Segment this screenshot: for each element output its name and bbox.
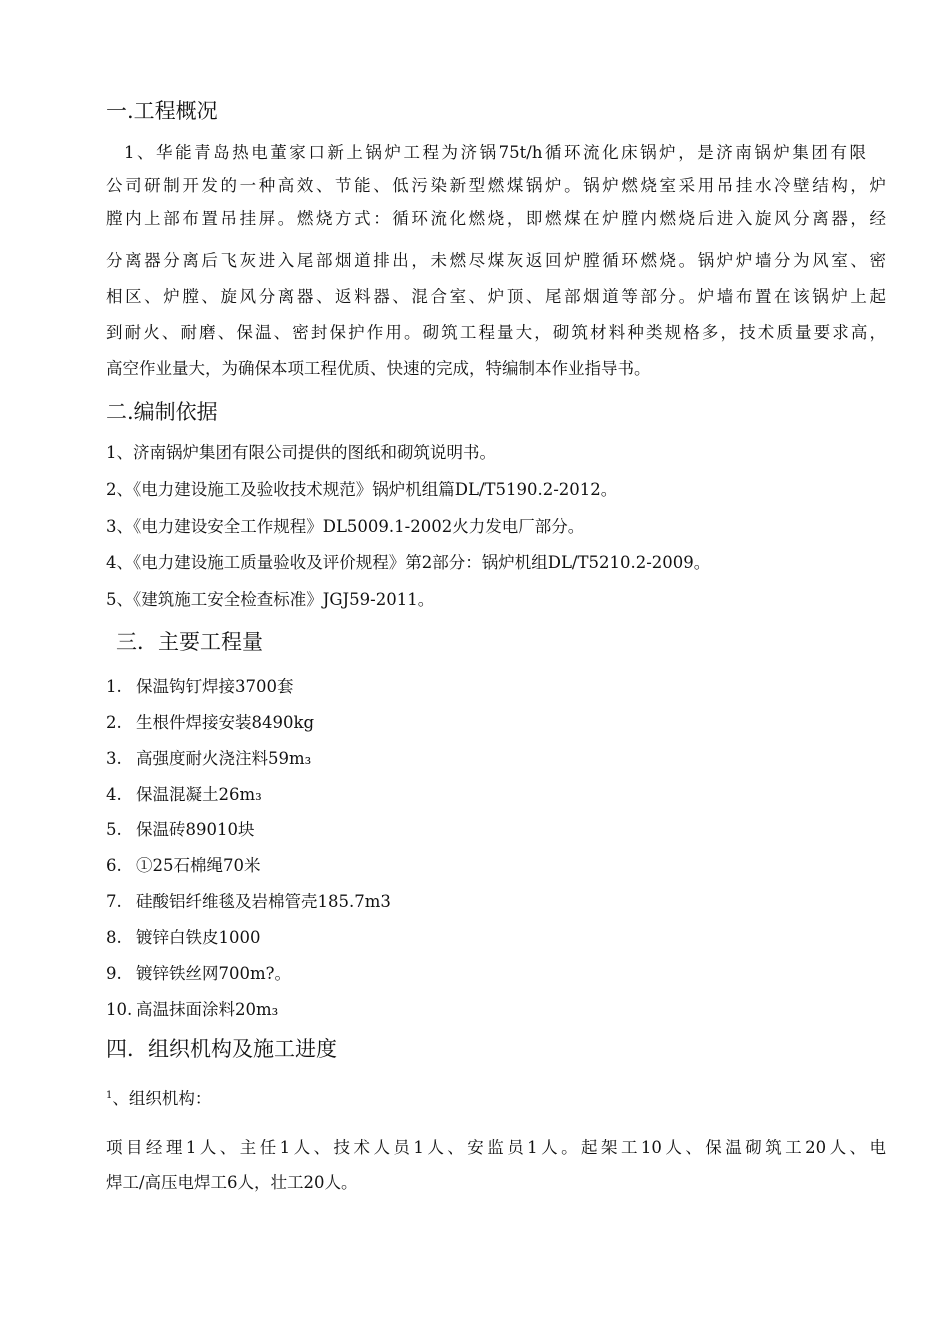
reference-item: 2、《电力建设施工及验收技术规范》锅炉机组篇DL/T5190.2-2012。 [106,480,618,499]
reference-item: 4、《电力建设施工质量验收及评价规程》第2部分：锅炉机组DL/T5210.2-2009。 [106,553,711,572]
item-number: 5. [106,820,122,839]
item-number: 4. [106,785,122,804]
item-text: 保温混凝土26m₃ [136,785,262,804]
reference-item: 1、济南锅炉集团有限公司提供的图纸和砌筑说明书。 [106,443,496,462]
quantity-item [106,712,314,734]
paragraph-line: 焊工/高压电焊工6人，壮工20人。 [106,1173,358,1192]
subsection-heading [106,1085,211,1110]
item-text: 生根件焊接安装8490kg [136,713,315,732]
item-text: 保温钩钉焊接3700套 [136,677,294,696]
quantity-item [106,999,278,1021]
quantity-item [106,819,255,841]
item-number: 3. [106,749,122,768]
item-text: ①25石棉绳70米 [136,856,261,875]
item-number: 1. [106,677,122,696]
item-number: 6. [106,856,122,875]
subsection-title: 、组织机构： [112,1089,212,1108]
section-3-heading: 三．主要工程量 [116,630,263,654]
item-number: 7. [106,892,122,911]
item-number: 10. [106,1000,133,1019]
paragraph-line: 相区、炉膛、旋风分离器、返料器、混合室、炉顶、尾部烟道等部分。炉墙布置在该锅炉上起 [106,287,886,306]
paragraph-line: 高空作业量大，为确保本项工程优质、快速的完成，特编制本作业指导书。 [106,359,651,378]
item-text: 高强度耐火浇注料59m₃ [136,749,312,768]
section-4-heading: 四．组织机构及施工进度 [106,1037,337,1061]
paragraph-line: 1、华能青岛热电董家口新上锅炉工程为济锅75t/h循环流化床锅炉，是济南锅炉集团有限 [124,143,866,162]
quantity-item [106,963,291,985]
quantity-item [106,784,262,806]
section-1-heading: 一.工程概况 [106,99,218,123]
quantity-item [106,855,261,877]
item-text: 硅酸铝纤维毯及岩棉管壳185.7m3 [136,892,391,911]
paragraph-line: 到耐火、耐磨、保温、密封保护作用。砌筑工程量大，砌筑材料种类规格多，技术质量要求高， [106,323,886,342]
quantity-item [106,891,391,913]
quantity-item [106,748,311,770]
item-text: 镀锌白铁皮1000 [136,928,261,947]
paragraph-line: 膛内上部布置吊挂屏。燃烧方式：循环流化燃烧，即燃煤在炉膛内燃烧后进入旋风分离器，经 [106,209,886,228]
reference-item: 3、《电力建设安全工作规程》DL5009.1-2002火力发电厂部分。 [106,517,585,536]
paragraph-line: 分离器分离后飞灰进入尾部烟道排出，未燃尽煤灰返回炉膛循环燃烧。锅炉炉墙分为风室、密 [106,251,886,270]
paragraph-line: 项目经理1人、主任1人、技术人员1人、安监员1人。起架工10人、保温砌筑工20人、电 [106,1138,886,1157]
item-text: 镀锌铁丝网700m?。 [136,964,291,983]
subsection-marker: 1 [106,1090,113,1101]
paragraph-line: 公司研制开发的一种高效、节能、低污染新型燃煤锅炉。锅炉燃烧室采用吊挂水冷壁结构，炉 [106,176,886,195]
item-number: 8. [106,928,122,947]
item-number: 2. [106,713,122,732]
item-text: 保温砖89010块 [136,820,255,839]
reference-item: 5、《建筑施工安全检查标准》JGJ59-2011。 [106,590,435,609]
item-text: 高温抹面涂料20m₃ [136,1000,279,1019]
item-number: 9. [106,964,122,983]
section-2-heading: 二.编制依据 [106,400,218,424]
quantity-item [106,927,261,949]
quantity-item [106,676,294,698]
